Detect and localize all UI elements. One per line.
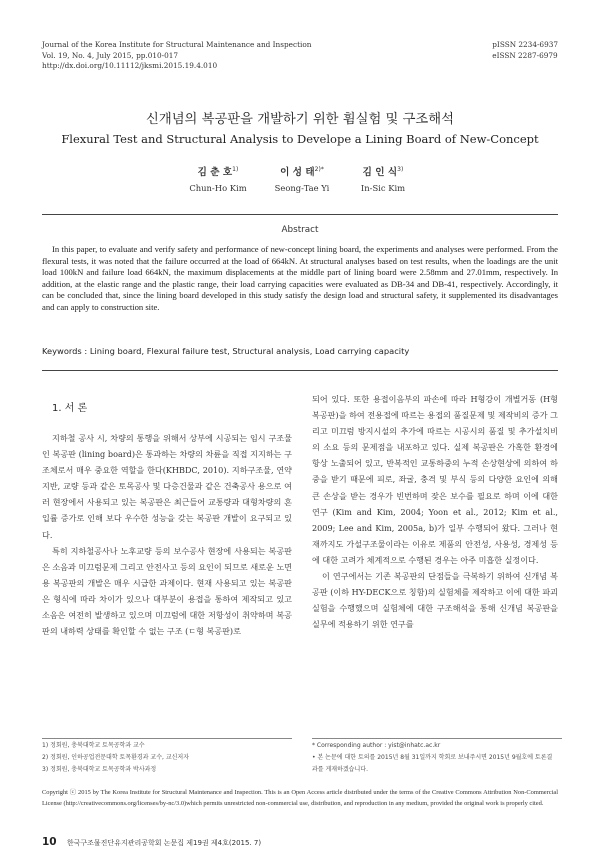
author-name-ko: 이 성 태 <box>280 167 315 178</box>
section-heading: 1. 서 론 <box>52 403 88 414</box>
title-korean: 신개념의 복공판을 개발하기 위한 휨실험 및 구조해석 <box>146 112 454 127</box>
journal-name: Journal of the Korea Institute for Structural Maintenance and Inspection <box>42 40 312 49</box>
doi-link[interactable]: http://dx.doi.org/10.11112/jksmi.2015.19.4.010 <box>42 61 218 71</box>
eissn: eISSN 2287-6979 <box>492 50 558 60</box>
author-3 <box>313 164 453 193</box>
footnote: 1) 정회원, 충북대학교 토목공학과 교수 <box>42 742 145 749</box>
author-name-en: Chun-Ho Kim <box>189 183 247 193</box>
abstract-heading: Abstract <box>281 225 319 235</box>
abstract-bottom-rule <box>42 370 558 371</box>
abstract-text: In this paper, to evaluate and verify safety and performance of new-concept lining board, the experiments and analyses were performed. From the flexural tests, it was noted that the failure occurred at the load of 664kN. At structural analyses based on test results, when the loadings are the unit load 100kN and failure load 664kN, the maximum displacements at the middle part of lining board were 2.58mm and 27.01mm, respectively. In addition, at the elastic range and the plastic range, their load carrying capacities were evaluated as DB-34 and DB-41, respectively. Accordingly, it can be concluded that, since the lining board developed in this study satisfy the design load and structural safety, it supplemented its disadvantages and can apply to construction site. <box>42 244 558 312</box>
abstract-top-rule <box>42 214 558 215</box>
volume-info: Vol. 19, No. 4, July 2015, pp.010-017 <box>42 50 179 60</box>
footnote-rule-right <box>312 738 562 739</box>
author-name-ko: 김 인 식 <box>362 167 398 178</box>
page-footer <box>42 836 261 848</box>
footnote: * Corresponding author : yist@inhatc.ac.kr <box>312 742 441 749</box>
author-name-ko: 김 춘 호 <box>197 167 233 178</box>
author-name-en: Seong-Tae Yi <box>274 183 330 193</box>
author-affil-mark: 3) <box>397 165 404 173</box>
issn-block <box>492 40 558 61</box>
author-name-en: In-Sic Kim <box>360 183 406 193</box>
footnote-rule-left <box>42 738 292 739</box>
left-column <box>42 430 292 639</box>
copyright-notice: Copyright ⓒ 2015 by The Korea Institute for Structural Maintenance and Inspection. This is an Open Access article distributed under the terms of the Creative Commons Attribution Non-Commercial License (http://creativecommons.org/licenses/by-nc/3.0)which permits unrestricted non-commercial use, distribution, and reproduction in any medium, provided the original work is properly cited. <box>42 789 558 807</box>
footnotes-correspondence <box>312 740 558 776</box>
author-affil-mark: 2)* <box>314 165 324 173</box>
footnote: • 본 논문에 대한 토의를 2015년 8월 31일까지 학회로 보내주시면 2015년 9월호에 토론결과를 게재하겠습니다. <box>312 754 553 773</box>
footnotes-affiliations <box>42 740 297 776</box>
body-paragraph: 지하철 공사 시, 차량의 통행을 위해서 상부에 시공되는 임시 구조물인 복공판 (lining board)은 통과하는 차량의 차륜을 직접 지지하는 구조체로서 매우 중요한 역할을 한다(KHBDC, 2010). 지하구조물, 연약지반, 교량 등과 같은 토목공사 및 다층건물과 같은 건축공사 용으로 여러 현장에서 사용되고 있는 복공판은 최근들어 교통량과 대형차량의 흔입률 증가로 인해 보다 우수한 성능을 갖는 복공판 개발이 요구되고 있다. <box>42 433 292 540</box>
page-number: 10 <box>42 836 57 848</box>
body-paragraph: 이 연구에서는 기존 복공판의 단점들을 극복하기 위하여 신개념 복공판 (이하 HY-DECK으로 칭함)의 실험체를 제작하고 이에 대한 파괴실험을 수행했으며 실험체에 대한 구조해석을 통해 신개념 복공판을 실무에 적용하기 위한 연구를 <box>312 571 558 630</box>
keywords: Keywords : Lining board, Flexural failure test, Structural analysis, Load carrying capacity <box>42 346 410 356</box>
body-paragraph: 특히 지하철공사나 노후교량 등의 보수공사 현장에 사용되는 복공판은 소음과 미끄럼문제 그리고 안전사고 등의 요인이 되므로 새로운 노면용 복공판의 개발은 매우 시급한 과제이다. 현재 사용되고 있는 복공판은 형식에 따라 차이가 있으나 대부분이 용접을 통하여 제작되고 있고 소음은 여전히 발생하고 있으며 미끄럼에 대한 저항성이 취약하며 복공판의 내하력 상태를 확인할 수 없는 구조 (ㄷ형 복공판)로 <box>42 545 292 637</box>
right-column <box>312 391 558 632</box>
author-affil-mark: 1) <box>232 165 239 173</box>
journal-header <box>42 40 311 72</box>
body-paragraph: 되어 있다. 또한 용접이음부의 파손에 따라 H형강이 개별거동 (H형 복공판)을 하여 전용접에 따르는 용접의 품질문제 및 제작비의 증가 그리고 미끄럼 방지시설의 추가에 따르는 시공시의 품질 및 추가설치비의 소요 등의 문제점을 내포하고 있다. 실제 복공판은 가혹한 환경에 항상 노출되어 있고, 반복적인 교통하중의 누적 손상현상에 의하여 하중을 받기 때문에 피로, 좌굴, 충격 및 부식 등의 다양한 요인에 의해 큰 손상을 받는 경우가 빈번하며 잦은 보수를 필요로 하며 이에 대한 연구 (Kim and Kim, 2004; Yoon et al., 2012; Kim et al., 2009; Lee and Kim, 2005a, b)가 일부 수행되어 왔다. 그러나 현재까지도 가설구조물이라는 이유로 제품의 안전성, 사용성, 경제성 등에 대한 고려가 체계적으로 수행된 경우는 아주 미흡한 실정이다. <box>312 394 558 565</box>
footer-journal: 한국구조물진단유지관리공학회 논문집 제19권 제4호(2015. 7) <box>66 839 262 847</box>
pissn: pISSN 2234-6937 <box>492 40 558 49</box>
footnote: 3) 정회원, 충북대학교 토목공학과 박사과정 <box>42 766 157 773</box>
title-english: Flexural Test and Structural Analysis to Develope a Lining Board of New-Concept <box>61 132 539 146</box>
footnote: 2) 정회원, 인하공업전문대학 토목환경과 교수, 교신저자 <box>42 754 190 761</box>
